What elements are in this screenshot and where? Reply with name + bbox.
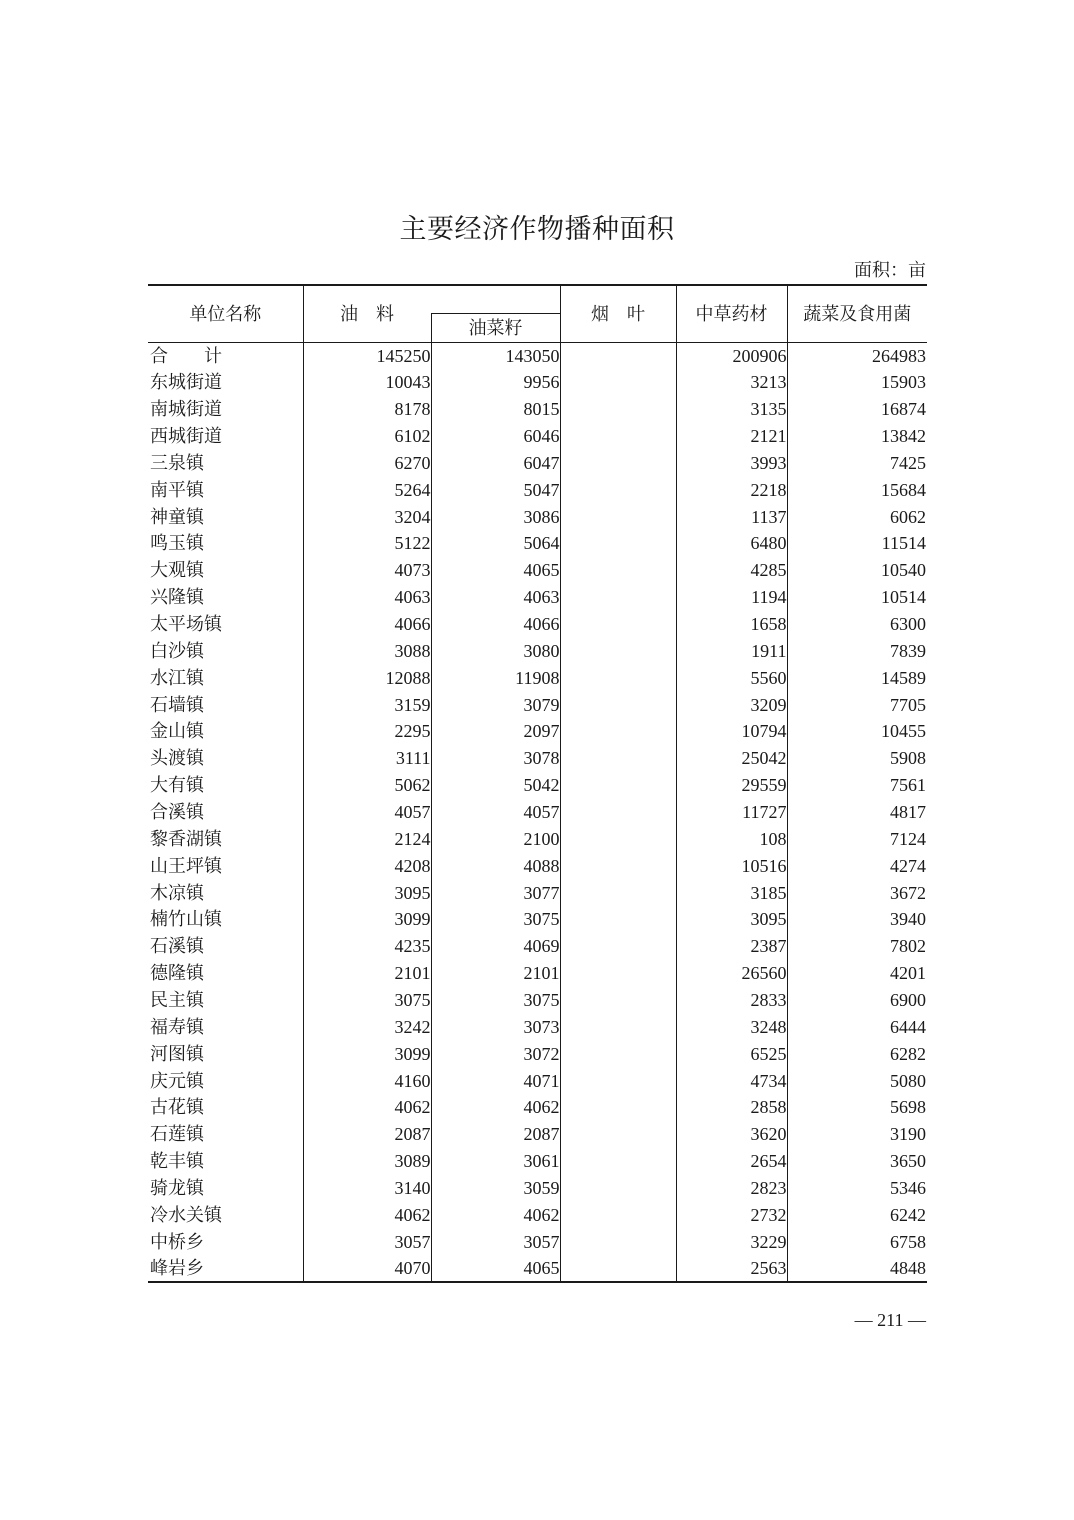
table-body [148,342,927,1282]
cell-unit-name: 东城街道 [148,369,303,396]
cell-unit-name: 合 计 [148,342,303,369]
cell-vegetables: 3672 [890,882,926,903]
cell-vegetables: 7839 [890,640,926,661]
cell-rapeseed: 5047 [431,476,560,503]
cell-rapeseed: 4063 [431,584,560,611]
cell-herbs: 11727 [676,799,787,826]
cell-unit-name: 石溪镇 [148,933,303,960]
cell-tobacco [560,369,676,396]
cell-oil: 6102 [303,423,431,450]
cell-rapeseed: 3075 [431,906,560,933]
cell-tobacco [560,342,676,369]
cell-unit-name: 乾丰镇 [148,1148,303,1175]
cell-unit-name: 德隆镇 [148,960,303,987]
cell-herbs: 2858 [676,1094,787,1121]
cell-rapeseed: 3086 [431,503,560,530]
cell-tobacco [560,637,676,664]
header-oil: 油 料 [303,285,431,342]
cell-vegetables: 11514 [881,533,926,554]
cell-vegetables: 6062 [890,506,926,527]
cell-herbs: 3248 [676,1013,787,1040]
cell-vegetables: 15903 [881,372,926,393]
cell-rapeseed: 9956 [431,369,560,396]
cell-vegetables: 264983 [872,345,926,366]
table-row [148,960,927,987]
table-row [148,423,927,450]
cell-tobacco [560,745,676,772]
cell-unit-name: 神童镇 [148,503,303,530]
cell-vegetables: 14589 [881,667,926,688]
cell-oil: 12088 [303,664,431,691]
cell-herbs: 2823 [676,1175,787,1202]
cell-herbs: 6480 [676,530,787,557]
header-rapeseed: 油菜籽 [431,313,560,342]
cell-rapeseed: 4071 [431,1067,560,1094]
cell-tobacco [560,476,676,503]
cell-unit-name: 白沙镇 [148,637,303,664]
cell-oil: 4160 [303,1067,431,1094]
table-row [148,772,927,799]
cell-vegetables: 3190 [890,1124,926,1145]
cell-herbs: 4734 [676,1067,787,1094]
cell-tobacco [560,611,676,638]
cell-rapeseed: 6046 [431,423,560,450]
cell-rapeseed: 3073 [431,1013,560,1040]
cell-rapeseed: 2100 [431,825,560,852]
cell-unit-name: 南平镇 [148,476,303,503]
table-row [148,879,927,906]
cell-herbs: 2563 [676,1255,787,1282]
cell-herbs: 2387 [676,933,787,960]
table-row [148,1121,927,1148]
cell-vegetables: 4201 [890,963,926,984]
cell-oil: 3140 [303,1175,431,1202]
cell-herbs: 10516 [676,852,787,879]
cell-tobacco [560,906,676,933]
table-row [148,1175,927,1202]
table-row [148,342,927,369]
table-row [148,691,927,718]
cell-oil: 5122 [303,530,431,557]
cell-rapeseed: 4062 [431,1094,560,1121]
cell-oil: 3111 [303,745,431,772]
cell-rapeseed: 3077 [431,879,560,906]
cell-oil: 4062 [303,1094,431,1121]
cell-vegetables: 6300 [890,614,926,635]
table-row [148,906,927,933]
cell-unit-name: 太平场镇 [148,611,303,638]
cell-oil: 5264 [303,476,431,503]
cell-rapeseed: 4069 [431,933,560,960]
cell-oil: 2087 [303,1121,431,1148]
cell-tobacco [560,987,676,1014]
cell-herbs: 1194 [676,584,787,611]
cell-vegetables: 16874 [881,399,926,420]
cell-tobacco [560,879,676,906]
cell-rapeseed: 3059 [431,1175,560,1202]
cell-oil: 4235 [303,933,431,960]
cell-oil: 3057 [303,1228,431,1255]
cell-vegetables: 6444 [890,1016,926,1037]
cell-vegetables: 7705 [890,694,926,715]
table-row [148,718,927,745]
cell-rapeseed: 5064 [431,530,560,557]
cell-rapeseed: 3061 [431,1148,560,1175]
cell-tobacco [560,825,676,852]
cell-herbs: 3993 [676,449,787,476]
cell-tobacco [560,852,676,879]
table-row [148,745,927,772]
table-header [148,285,927,342]
table-row [148,987,927,1014]
table-row [148,852,927,879]
cell-herbs: 4285 [676,557,787,584]
cell-vegetables: 6900 [890,990,926,1011]
table-row [148,369,927,396]
cell-unit-name: 石莲镇 [148,1121,303,1148]
cell-oil: 4073 [303,557,431,584]
cell-rapeseed: 3072 [431,1040,560,1067]
cell-unit-name: 大观镇 [148,557,303,584]
cell-oil: 145250 [303,342,431,369]
cell-rapeseed: 4065 [431,557,560,584]
cell-vegetables: 5346 [890,1178,926,1199]
cell-oil: 2124 [303,825,431,852]
cell-rapeseed: 143050 [431,342,560,369]
cell-oil: 5062 [303,772,431,799]
header-row [148,285,927,313]
cell-unit-name: 楠竹山镇 [148,906,303,933]
cell-oil: 3095 [303,879,431,906]
cell-herbs: 26560 [676,960,787,987]
table-row [148,1013,927,1040]
cell-herbs: 3620 [676,1121,787,1148]
table-row [148,825,927,852]
header-oil-span [431,285,560,313]
cell-tobacco [560,449,676,476]
cell-vegetables: 4817 [890,802,926,823]
cell-vegetables: 4274 [890,855,926,876]
cell-herbs: 2218 [676,476,787,503]
cell-herbs: 1137 [676,503,787,530]
cell-herbs: 3209 [676,691,787,718]
cell-herbs: 10794 [676,718,787,745]
unit-label: 面积：亩 [854,260,926,280]
cell-oil: 3089 [303,1148,431,1175]
cell-vegetables: 7124 [890,828,926,849]
cell-unit-name: 民主镇 [148,987,303,1014]
cell-oil: 4063 [303,584,431,611]
cell-tobacco [560,1094,676,1121]
table-row [148,503,927,530]
cell-vegetables: 7425 [890,452,926,473]
cell-vegetables: 7802 [890,936,926,957]
cell-oil: 3075 [303,987,431,1014]
cell-herbs: 2121 [676,423,787,450]
cell-vegetables: 7561 [890,775,926,796]
cell-herbs: 2833 [676,987,787,1014]
table-row [148,799,927,826]
cell-oil: 8178 [303,396,431,423]
table-row [148,1067,927,1094]
cell-herbs: 3185 [676,879,787,906]
table-row [148,530,927,557]
cell-vegetables: 6242 [890,1204,926,1225]
cell-rapeseed: 6047 [431,449,560,476]
cell-tobacco [560,1148,676,1175]
cell-unit-name: 冷水关镇 [148,1202,303,1229]
cell-oil: 10043 [303,369,431,396]
cell-oil: 2295 [303,718,431,745]
cell-herbs: 3213 [676,369,787,396]
cell-rapeseed: 4062 [431,1202,560,1229]
table-row [148,611,927,638]
table-row [148,1228,927,1255]
cell-tobacco [560,691,676,718]
cell-unit-name: 西城街道 [148,423,303,450]
cell-tobacco [560,1255,676,1282]
table-row [148,449,927,476]
cell-rapeseed: 11908 [431,664,560,691]
cell-herbs: 3095 [676,906,787,933]
cell-herbs: 1658 [676,611,787,638]
cell-oil: 3242 [303,1013,431,1040]
cell-tobacco [560,664,676,691]
cell-herbs: 5560 [676,664,787,691]
cell-rapeseed: 3075 [431,987,560,1014]
cell-tobacco [560,960,676,987]
cell-vegetables: 6758 [890,1231,926,1252]
cell-oil: 3099 [303,906,431,933]
table-row [148,664,927,691]
cell-unit-name: 古花镇 [148,1094,303,1121]
table-row [148,1094,927,1121]
cell-oil: 3099 [303,1040,431,1067]
table-row [148,476,927,503]
cell-tobacco [560,1040,676,1067]
cell-unit-name: 鸣玉镇 [148,530,303,557]
cell-rapeseed: 4066 [431,611,560,638]
cell-unit-name: 木凉镇 [148,879,303,906]
cell-tobacco [560,1202,676,1229]
cell-unit-name: 黎香湖镇 [148,825,303,852]
header-herbs: 中草药材 [676,285,787,342]
cell-oil: 2101 [303,960,431,987]
cell-vegetables: 15684 [881,479,926,500]
cell-oil: 4062 [303,1202,431,1229]
cell-unit-name: 三泉镇 [148,449,303,476]
cell-unit-name: 兴隆镇 [148,584,303,611]
cell-herbs: 2654 [676,1148,787,1175]
cell-vegetables: 10455 [881,721,926,742]
cell-rapeseed: 3080 [431,637,560,664]
cell-vegetables: 3650 [890,1151,926,1172]
table-row [148,1202,927,1229]
cell-herbs: 6525 [676,1040,787,1067]
cell-rapeseed: 4057 [431,799,560,826]
cell-vegetables: 5698 [890,1097,926,1118]
cell-vegetables: 10514 [881,587,926,608]
cell-oil: 3204 [303,503,431,530]
cell-oil: 4066 [303,611,431,638]
cell-oil: 3159 [303,691,431,718]
cell-tobacco [560,718,676,745]
cell-tobacco [560,1067,676,1094]
cell-tobacco [560,1175,676,1202]
cell-herbs: 108 [676,825,787,852]
cell-unit-name: 大有镇 [148,772,303,799]
cell-herbs: 29559 [676,772,787,799]
cell-herbs: 1911 [676,637,787,664]
cell-vegetables: 6282 [890,1043,926,1064]
cell-rapeseed: 8015 [431,396,560,423]
cell-oil: 3088 [303,637,431,664]
cell-vegetables: 10540 [881,560,926,581]
table-row [148,396,927,423]
cell-unit-name: 石墙镇 [148,691,303,718]
cell-vegetables: 5080 [890,1070,926,1091]
cell-rapeseed: 3057 [431,1228,560,1255]
page-number: — 211 — [854,1310,926,1330]
cell-tobacco [560,772,676,799]
cell-rapeseed: 2087 [431,1121,560,1148]
cell-unit-name: 骑龙镇 [148,1175,303,1202]
cell-herbs: 200906 [676,342,787,369]
header-tobacco: 烟 叶 [560,285,676,342]
table-row [148,557,927,584]
cell-oil: 4070 [303,1255,431,1282]
cell-rapeseed: 4088 [431,852,560,879]
cell-vegetables: 5908 [890,748,926,769]
table-row [148,1040,927,1067]
cell-tobacco [560,933,676,960]
cell-vegetables: 13842 [881,426,926,446]
cell-tobacco [560,503,676,530]
cell-tobacco [560,1228,676,1255]
cell-tobacco [560,423,676,450]
cell-rapeseed: 2101 [431,960,560,987]
cell-unit-name: 南城街道 [148,396,303,423]
cell-tobacco [560,799,676,826]
cell-herbs: 3135 [676,396,787,423]
header-unit-name: 单位名称 [148,285,303,342]
page-title: 主要经济作物播种面积 [399,214,675,244]
cell-unit-name: 水江镇 [148,664,303,691]
cell-vegetables: 4848 [890,1258,926,1279]
table-row [148,584,927,611]
cell-herbs: 3229 [676,1228,787,1255]
table-row [148,933,927,960]
header-vegetables: 蔬菜及食用菌 [787,285,927,342]
cell-rapeseed: 3078 [431,745,560,772]
cell-unit-name: 福寿镇 [148,1013,303,1040]
cell-vegetables: 3940 [890,909,926,930]
cell-oil: 4057 [303,799,431,826]
cell-rapeseed: 3079 [431,691,560,718]
cell-unit-name: 金山镇 [148,718,303,745]
cell-herbs: 25042 [676,745,787,772]
cell-unit-name: 合溪镇 [148,799,303,826]
cell-tobacco [560,530,676,557]
cell-rapeseed: 2097 [431,718,560,745]
table-row [148,637,927,664]
table-row [148,1255,927,1282]
cell-rapeseed: 5042 [431,772,560,799]
cell-tobacco [560,1013,676,1040]
cell-tobacco [560,584,676,611]
cell-unit-name: 中桥乡 [148,1228,303,1255]
cell-tobacco [560,396,676,423]
cell-oil: 4208 [303,852,431,879]
cell-unit-name: 河图镇 [148,1040,303,1067]
table-row [148,1148,927,1175]
cell-tobacco [560,557,676,584]
cell-unit-name: 庆元镇 [148,1067,303,1094]
cell-herbs: 2732 [676,1202,787,1229]
cell-unit-name: 山王坪镇 [148,852,303,879]
cell-unit-name: 头渡镇 [148,745,303,772]
cell-tobacco [560,1121,676,1148]
cell-oil: 6270 [303,449,431,476]
cell-unit-name: 峰岩乡 [148,1255,303,1282]
data-table [148,284,927,1283]
cell-rapeseed: 4065 [431,1255,560,1282]
